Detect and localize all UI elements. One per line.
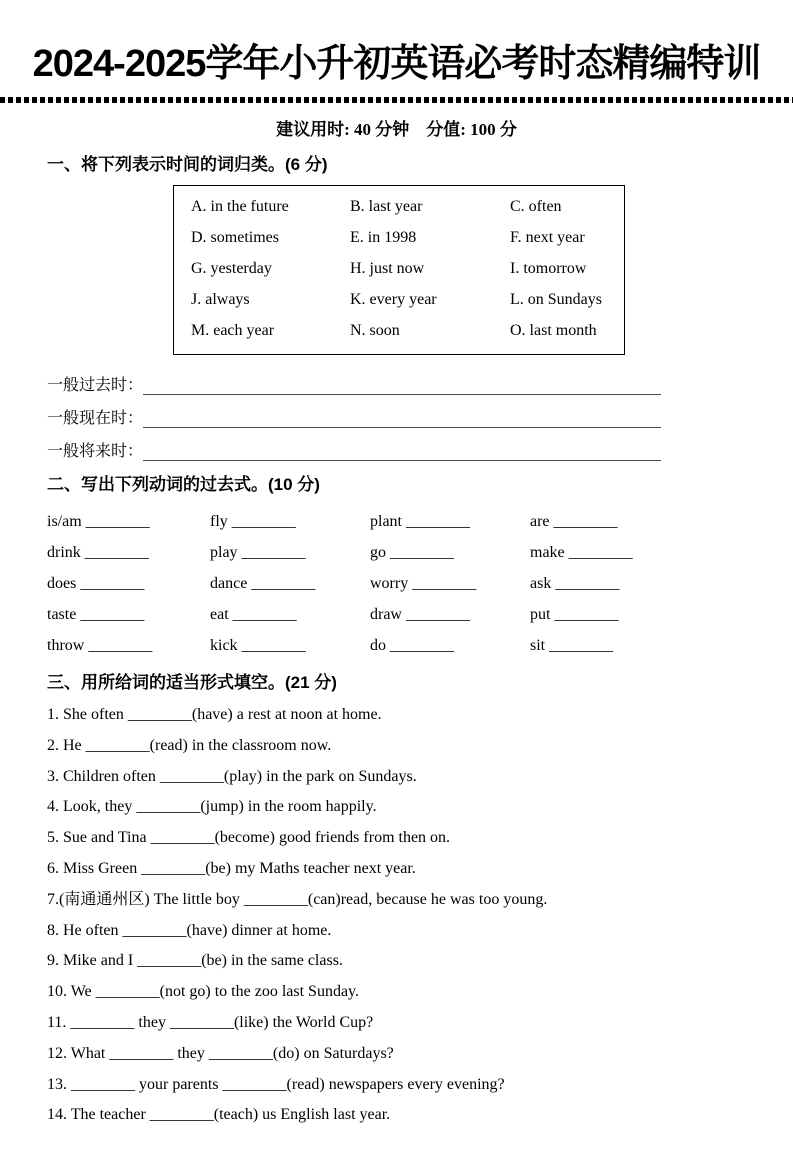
fill-in-item: 3. Children often ________(play) in the park on Sundays.	[47, 767, 417, 785]
section3-heading: 三、用所给词的适当形式填空。(21 分)	[47, 673, 337, 692]
verb-blank-cell: kick ________	[210, 637, 306, 654]
verb-blank-cell: taste ________	[47, 606, 145, 623]
word-bank-item: N. soon	[350, 322, 400, 339]
fill-in-item: 11. ________ they ________(like) the World Cup?	[47, 1013, 374, 1031]
word-bank-item: D. sometimes	[191, 229, 279, 246]
fill-in-item: 1. She often ________(have) a rest at noon at home.	[47, 706, 382, 723]
document-body	[0, 155, 793, 1131]
category-list	[47, 364, 746, 463]
word-bank-item: J. always	[191, 291, 250, 308]
fill-in-items	[47, 700, 746, 1131]
fill-in-item: 7.(南通通州区) The little boy ________(can)read, because he was too young.	[47, 890, 548, 908]
verb-blank-cell: worry ________	[370, 575, 477, 592]
document-title: 2024-2025学年小升初英语必考时态精编特训	[32, 43, 761, 85]
section2-heading: 二、写出下列动词的过去式。(10 分)	[47, 475, 320, 494]
word-bank-item: H. just now	[350, 260, 425, 277]
word-bank-box	[173, 185, 625, 355]
word-bank-item: G. yesterday	[191, 260, 272, 277]
verb-blank-cell: throw ________	[47, 637, 153, 654]
word-bank-item: B. last year	[350, 198, 423, 215]
verb-blank-cell: ask ________	[530, 575, 620, 592]
answer-line	[143, 459, 661, 461]
word-bank-item: O. last month	[510, 322, 597, 339]
dotted-divider	[0, 97, 793, 103]
verb-blank-cell: drink ________	[47, 544, 149, 561]
word-bank-item: M. each year	[191, 322, 275, 339]
word-bank-item: L. on Sundays	[510, 291, 602, 308]
word-bank-item: K. every year	[350, 291, 437, 308]
verb-blank-cell: put ________	[530, 606, 619, 623]
fill-in-item: 12. What ________ they ________(do) on Saturdays?	[47, 1044, 394, 1062]
verb-blank-cell: are ________	[530, 513, 618, 530]
category-label: 一般过去时：	[47, 377, 144, 394]
fill-in-item: 2. He ________(read) in the classroom now.	[47, 736, 332, 754]
fill-in-item: 9. Mike and I ________(be) in the same class.	[47, 952, 343, 970]
verb-blank-cell: go ________	[370, 544, 454, 561]
verb-blank-cell: eat ________	[210, 606, 297, 623]
verb-blank-cell: sit ________	[530, 637, 614, 654]
verb-blank-cell: dance ________	[210, 575, 316, 592]
word-bank-item: C. often	[510, 198, 562, 215]
verbs-grid	[47, 506, 746, 661]
fill-in-item: 13. ________ your parents ________(read) newspapers every evening?	[47, 1075, 505, 1093]
verb-blank-cell: play ________	[210, 544, 306, 561]
fill-in-item: 10. We ________(not go) to the zoo last Sunday.	[47, 983, 360, 1001]
category-label: 一般现在时：	[47, 410, 144, 427]
word-bank-item: I. tomorrow	[510, 260, 587, 277]
fill-in-item: 5. Sue and Tina ________(become) good friends from then on.	[47, 829, 451, 847]
verb-blank-cell: does ________	[47, 575, 145, 592]
verb-blank-cell: is/am ________	[47, 513, 150, 530]
verb-blank-cell: draw ________	[370, 606, 470, 623]
category-row-future-tense	[47, 430, 746, 463]
category-row-past-tense	[47, 364, 746, 397]
word-bank-item: E. in 1998	[350, 229, 417, 246]
category-row-present-tense	[47, 397, 746, 430]
fill-in-item: 6. Miss Green ________(be) my Maths teacher next year.	[47, 859, 416, 877]
verb-blank-cell: make ________	[530, 544, 633, 561]
answer-line	[143, 426, 661, 428]
section1-heading: 一、将下列表示时间的词归类。(6 分)	[47, 155, 328, 174]
fill-in-item: 8. He often ________(have) dinner at home.	[47, 921, 332, 939]
word-bank-grid	[191, 196, 609, 341]
word-bank-item: F. next year	[510, 229, 585, 246]
verb-blank-cell: fly ________	[210, 513, 296, 530]
fill-in-item: 14. The teacher ________(teach) us English last year.	[47, 1106, 391, 1124]
verb-blank-cell: do ________	[370, 637, 454, 654]
time-score-info: 建议用时: 40 分钟 分值: 100 分	[276, 120, 517, 139]
answer-line	[143, 393, 661, 395]
verb-blank-cell: plant ________	[370, 513, 470, 530]
category-label: 一般将来时：	[47, 443, 144, 460]
word-bank-item: A. in the future	[191, 198, 289, 215]
fill-in-item: 4. Look, they ________(jump) in the room happily.	[47, 798, 377, 816]
